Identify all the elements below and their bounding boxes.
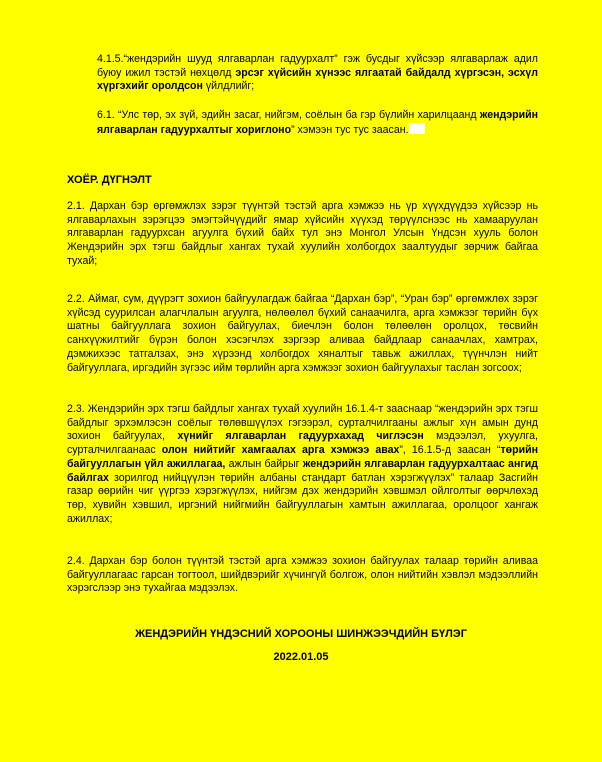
clause-6-1: [97, 109, 538, 137]
para-bold-text: төрийн байгууллагын үйл ажиллагаа,: [67, 444, 538, 470]
para-text: ”, 16.1.5-д заасан “: [399, 444, 501, 457]
para-text: 2.3. Жендэрийн эрх тэгш байдлыг хангах тухай хуулийн 16.1.4-т зааснаар “жендэрийн эрх тэгш байдлыг эрхэмлэсэн соёлыг төлөвшүүлэх гэгээрэл, сурталчилгааны ажлыг хүн амын дунд зохион байгуулах,: [67, 403, 538, 443]
clause-4-1-5: [97, 53, 538, 94]
clause-bold-text: эрсэг хүйсийн хүнээс ялгаатай байдалд хүргэсэн, эсхүл хүргэхийг оролдсон: [97, 66, 538, 93]
section-heading: ХОЁР. ДҮГНЭЛТ: [67, 174, 152, 186]
para-bold-text: жендэрийн ялгаварлан гадуурхалтаас ангид байлгах: [67, 457, 538, 484]
para-text: зорилгод нийцүүлэн төрийн албаны стандарт батлан хэрэгжүүлэх” талаар Засгийн газар өөрийн чиг үүргээ хэрэгжүүлэх, нийгэм дэх жендэрийн хэвшмэл ойлголтыг өөрчлөхэд төр, хувийн хэвшил, иргэний нийгмийн байгууллагын хамтын ажиллагаа, оролцоог хангаж ажиллах;: [67, 471, 538, 525]
paragraph-2-2: 2.2. Аймаг, сум, дүүрэгт зохион байгуулагдаж байгаа “Дархан бэр”, “Уран бэр” өргөмжлөх зэрэг хүйсэд суурилсан алагчлалын агуулга, нөлөөлөл бүхий санаачилга, арга хэмжээг төрийн бүх шатны байгууллага зохион байгуулах, биечлэн болон төлөөлөн оролцох, төсвийн санхүүжилтийг бүрэн болон хэсэгчлэх зэргээр аливаа байдлаар санаачлах, хамтрах, дэмжихээс татгалзах, энэ хүрээнд холбогдох хяналтыг тавьж ажиллах, түүнчлэн нийт байгууллага, иргэдийн зүгээс ийм төрлийн арга хэмжээг зохион байгуулахыг таслан зогсоох;: [67, 293, 538, 374]
document-date: 2022.01.05: [273, 651, 329, 663]
paragraph-2-3: [67, 403, 538, 526]
clause-text: ” хэмээн тус тус заасан.: [291, 123, 409, 136]
clause-bold-text: жендэрийн ялгаварлан гадуурхалтыг хориглоно: [97, 109, 538, 136]
clause-text: 6.1. “Улс төр, эх зүй, эдийн засаг, нийгэм, соёлын ба гэр бүлийн харилцаанд: [97, 109, 480, 121]
paragraph-2-4: 2.4. Дархан бэр болон түүнтэй тэстэй арга хэмжээ зохион байгуулах талаар төрийн аливаа байгууллагаас гарсан тогтоол, шийдвэрийг хүчингүй болгож, олон нийтийн хэвлэл мэдээллийн хэрэгслээр энэ тухайгаа мэдээлэх.: [67, 555, 538, 595]
signature-group-title: ЖЕНДЭРИЙН ҮНДЭСНИЙ ХОРООНЫ ШИНЖЭЭЧДИЙН БҮЛЭГ: [135, 628, 467, 640]
white-highlight-mark: [409, 123, 425, 134]
para-bold-text: хүнийг ялгаварлан гадуурхахад чиглэсэн: [177, 430, 424, 443]
clause-text: үйлдлийг;: [202, 80, 255, 93]
paragraph-2-1: 2.1. Дархан бэр өргөмжлэх зэрэг түүнтэй тэстэй арга хэмжээ нь үр хүүхдүүдээ хүйсээр нь ялгаварлахын зэрэгцээ эмэгтэйчүүдийг ямар хүйсийн хүүхэд төрүүлснээс нь хамааруулан ялгаварлан гадуурхсан агуулга бүхий байх тул энэ Монгол Улсын Үндсэн хууль болон Жендэрийн эрх тэгш байдлыг хангах тухай хуулийн холбогдох заалтуудыг зөрчиж байгаа тухай;: [67, 200, 538, 267]
para-text: ажлын байрыг: [225, 457, 303, 470]
clause-text: 4.1.5.“жендэрийн шууд ялгаварлан гадуурхалт” гэж бусдыг хүйсээр ялгаварлаж адил буюу ижил тэстэй нөхцөлд: [97, 53, 538, 79]
para-bold-text: олон нийтийг хамгаалах арга хэмжээ авах: [161, 444, 400, 457]
para-text: мэдээлэл, ухуулга, сурталчилгаанаас: [67, 430, 538, 457]
